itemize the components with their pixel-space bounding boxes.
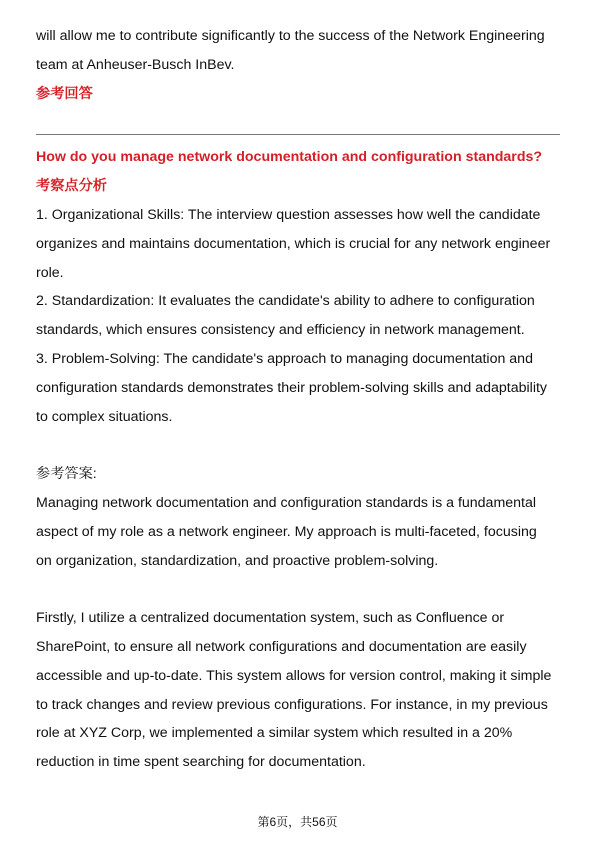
analysis-line: 2. Standardization: It evaluates the candidate's ability to adhere to configuration: [36, 293, 535, 310]
analysis-line: 1. Organizational Skills: The interview question assesses how well the candidate: [36, 206, 541, 223]
analysis-line: 3. Problem-Solving: The candidate's approach to managing documentation and: [36, 350, 533, 367]
analysis-heading: 考察点分析: [36, 178, 107, 195]
answer-line: accessible and up-to-date. This system allows for version control, making it simple: [36, 667, 552, 684]
section-divider: [36, 134, 560, 135]
analysis-line: to complex situations.: [36, 408, 173, 425]
analysis-line: role.: [36, 264, 64, 281]
intro-paragraph: [36, 22, 560, 80]
answer-line: role at XYZ Corp, we implemented a similar system which resulted in a 20%: [36, 725, 513, 742]
reference-answer-label: 参考答案:: [36, 466, 97, 483]
analysis-line: standards, which ensures consistency and efficiency in network management.: [36, 322, 525, 339]
answer-paragraph-1: [36, 489, 560, 575]
document-page: [36, 22, 560, 777]
answer-line: SharePoint, to ensure all network configurations and documentation are easily: [36, 638, 527, 655]
analysis-line: organizes and maintains documentation, which is crucial for any network engineer: [36, 235, 551, 252]
answer-line: on organization, standardization, and proactive problem-solving.: [36, 552, 439, 569]
answer-line: Managing network documentation and configuration standards is a fundamental: [36, 494, 537, 511]
intro-line: will allow me to contribute significantly to the success of the Network Engineering: [36, 28, 545, 44]
reference-answer-heading: 参考回答: [36, 85, 93, 102]
answer-line: reduction in time spent searching for documentation.: [36, 754, 366, 771]
answer-line: Firstly, I utilize a centralized documentation system, such as Confluence or: [36, 610, 505, 627]
answer-paragraph-2: [36, 604, 560, 777]
question-heading: How do you manage network documentation and configuration standards?: [36, 149, 543, 166]
analysis-line: configuration standards demonstrates their problem-solving skills and adaptability: [36, 379, 548, 396]
answer-line: aspect of my role as a network engineer. My approach is multi-faceted, focusing: [36, 523, 537, 540]
analysis-paragraph: [36, 201, 560, 431]
page-number-footer: 第6页，共56页: [257, 815, 338, 829]
answer-line: to track changes and review previous configurations. For instance, in my previous: [36, 696, 548, 713]
intro-line: team at Anheuser-Busch InBev.: [36, 56, 235, 73]
